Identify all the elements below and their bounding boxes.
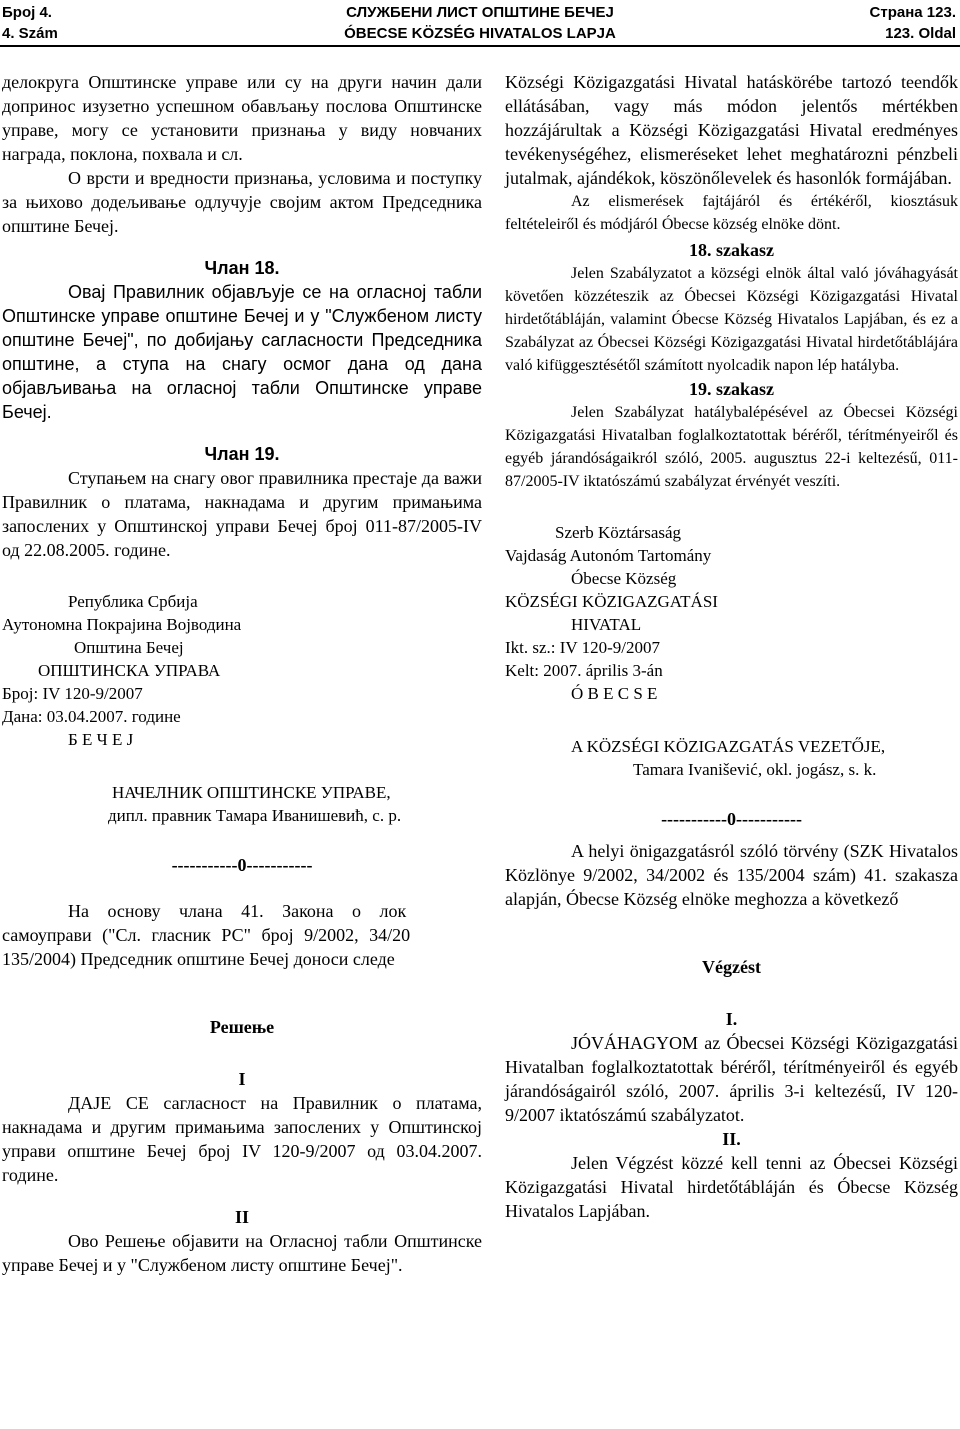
sig-office: ОПШТИНСКА УПРАВА <box>38 661 221 680</box>
article-19-text-hu: Jelen Szabályzat hatálybalépésével az Óbecsei Községi Közigazgatási Hivatalban foglalkoztatottak béréről, térítményeiről és egyéb járandóságaikról szóló, 2005. augusztus 22-i keltezésű, 011-87/2005-IV iktatószámú szabályzat érvényét veszíti. <box>505 404 958 490</box>
chief-name: дипл. правник Тамара Иванишевић, с. р. <box>108 806 402 825</box>
sig-municipality-hu: Óbecse Község <box>571 569 677 588</box>
preamble-line-1: На основу члана 41. Закона о лок <box>68 901 407 921</box>
preamble-hu: A helyi önigazgatásról szóló törvény (SZK Hivatalos Közlönye 9/2002, 34/2002 és 135/2004 szám) 41. szakasza alapján, Óbecse Község elnöke meghozza a következő <box>505 841 958 909</box>
page-header <box>0 0 960 44</box>
article-18-text: Овај Правилник објављује се на огласној табли Општинске управе општине Бечеј и у "Службеном листу општине Бечеј", по добијању сагласности Председника општине, а ступа на снагу осмог дана од дана објављивања на огласној табли Општинске управе Бечеј. <box>2 282 482 422</box>
decision-section-2-hu: II. <box>722 1129 741 1149</box>
header-rule <box>0 45 960 47</box>
hungarian-column <box>505 70 958 1223</box>
chief-title-hu: A KÖZSÉGI KÖZIGAZGATÁS VEZETŐJE, <box>571 737 886 756</box>
sig-date: Дана: 03.04.2007. године <box>2 707 181 726</box>
paragraph-award-type-hu: Az elismerések fajtájáról és értékéről, kiosztásuk feltételeiről és módjáról Óbecse község elnöke dönt. <box>505 193 958 233</box>
decision-text-1-hu: JÓVÁHAGYOM az Óbecsei Községi Közigazgatási Hivatalban foglalkoztatottak béréről, térítményeiről és egyéb járandóságairól szóló, 2007. április 3-i keltezésű, IV 120-9/2007 iktatószámú szabályzatot. <box>505 1033 958 1125</box>
decision-text-2: Ово Решење објавити на Огласној табли Општинске управе Бечеј и у "Службеном листу општине Бечеј". <box>2 1231 482 1275</box>
sig-republic-hu: Szerb Köztársaság <box>555 523 682 542</box>
gazette-title <box>0 2 960 44</box>
decision-heading: Решење <box>209 1017 275 1037</box>
signature-block-sr <box>2 590 482 827</box>
page-number <box>870 2 956 44</box>
decision-section-1: I <box>238 1069 246 1089</box>
sig-number: Број: IV 120-9/2007 <box>2 684 143 703</box>
paragraph-award-type: О врсти и вредности признања, условима и поступку за њихово додељивање одлучује својим актом Председника општине Бечеј. <box>2 168 482 236</box>
decision-section-2: II <box>234 1207 249 1227</box>
issue-number-hu: 4. Szám <box>2 25 58 42</box>
article-18-heading-hu: 18. szakasz <box>689 240 774 260</box>
serbian-column <box>2 70 482 1277</box>
sig-republic: Република Србија <box>68 592 198 611</box>
sig-office-hu: KÖZSÉGI KÖZIGAZGATÁSI <box>505 592 718 611</box>
article-19-text: Ступањем на снагу овог правилника престаје да важи Правилник о платама, накнадама и другим примањима запослених у Општинској управи Бечеј број 011-87/2005-IV од 22.08.2005. године. <box>2 468 482 560</box>
gazette-title-sr: СЛУЖБЕНИ ЛИСТ ОПШТИНЕ БЕЧЕЈ <box>346 4 614 21</box>
article-18-heading: Члан 18. <box>204 258 280 278</box>
page-number-sr: Страна 123. <box>869 4 956 21</box>
sig-province: Аутономна Покрајина Војводина <box>2 615 242 634</box>
preamble-line-3: 135/2004) Председник општине Бечеј доноси следе <box>2 949 395 969</box>
decision-section-1-hu: I. <box>725 1009 738 1029</box>
gazette-title-hu: ÓBECSE KÖZSÉG HIVATALOS LAPJA <box>344 25 616 42</box>
decision-heading-hu: Végzést <box>702 957 761 977</box>
sig-number-hu: Ikt. sz.: IV 120-9/2007 <box>505 638 661 657</box>
signature-block-hu <box>505 521 958 781</box>
article-19-heading-hu: 19. szakasz <box>689 379 774 399</box>
sig-date-hu: Kelt: 2007. április 3-án <box>505 661 663 680</box>
preamble-line-2: самоуправи ("Сл. гласник РС" број 9/2002, 34/20 <box>2 925 411 945</box>
chief-name-hu: Tamara Ivanišević, okl. jogász, s. k. <box>633 760 877 779</box>
sig-town-hu: Ó B E C S E <box>571 684 658 703</box>
issue-number-sr: Број 4. <box>2 4 52 21</box>
decision-text-1: ДАЈЕ СЕ сагласност на Правилник о платама, накнадама и другим примањима запослених у Општинској управи општине Бечеј број IV 120-9/2007 од 03.04.2007. године. <box>2 1093 482 1185</box>
separator: -----------0----------- <box>171 855 313 875</box>
paragraph-awards: делокруга Општинске управе или су на други начин дали допринос изузетно успешном обављању послова Општинске управе, могу се установити признања у виду новчаних награда, поклона, похвала и сл. <box>2 72 482 164</box>
paragraph-awards-hu: Községi Közigazgatási Hivatal hatáskörébe tartozó teendők ellátásában, vagy más módon jelentős mértékben hozzájárultak a Községi Közigazgatási Hivatal eredményes tevékenységéhez, elismeréseket lehet meghatározni pénzbeli jutalmak, ajándékok, köszönőlevelek és hasonlók formájában. <box>505 72 958 188</box>
article-18-text-hu: Jelen Szabályzatot a községi elnök által való jóváhagyását követően közzéteszik az Óbecsei Községi Közigazgatási Hivatal hirdetőtábláján, valamint Óbecse Község Hivatalos Lapjában, és ez a Szabályzat az Óbecsei Községi Közigazgatási Hivatal hirdetőtáblájára való kifüggesztésétől számított nyolcadik napon lép hatályba. <box>505 265 958 374</box>
sig-office-hu-2: HIVATAL <box>571 615 642 634</box>
sig-municipality: Општина Бечеј <box>74 638 184 657</box>
page-number-hu: 123. Oldal <box>885 25 956 42</box>
decision-text-2-hu: Jelen Végzést közzé kell tenni az Óbecsei Községi Közigazgatási Hivatal hirdetőtábláján és Óbecse Község Hivatalos Lapjában. <box>505 1153 958 1221</box>
sig-province-hu: Vajdaság Autonóm Tartomány <box>505 546 712 565</box>
sig-town: Б Е Ч Е Ј <box>68 730 134 749</box>
separator-hu: -----------0----------- <box>661 809 802 829</box>
chief-title: НАЧЕЛНИК ОПШТИНСКЕ УПРАВЕ, <box>112 783 391 802</box>
article-19-heading: Члан 19. <box>204 444 280 464</box>
